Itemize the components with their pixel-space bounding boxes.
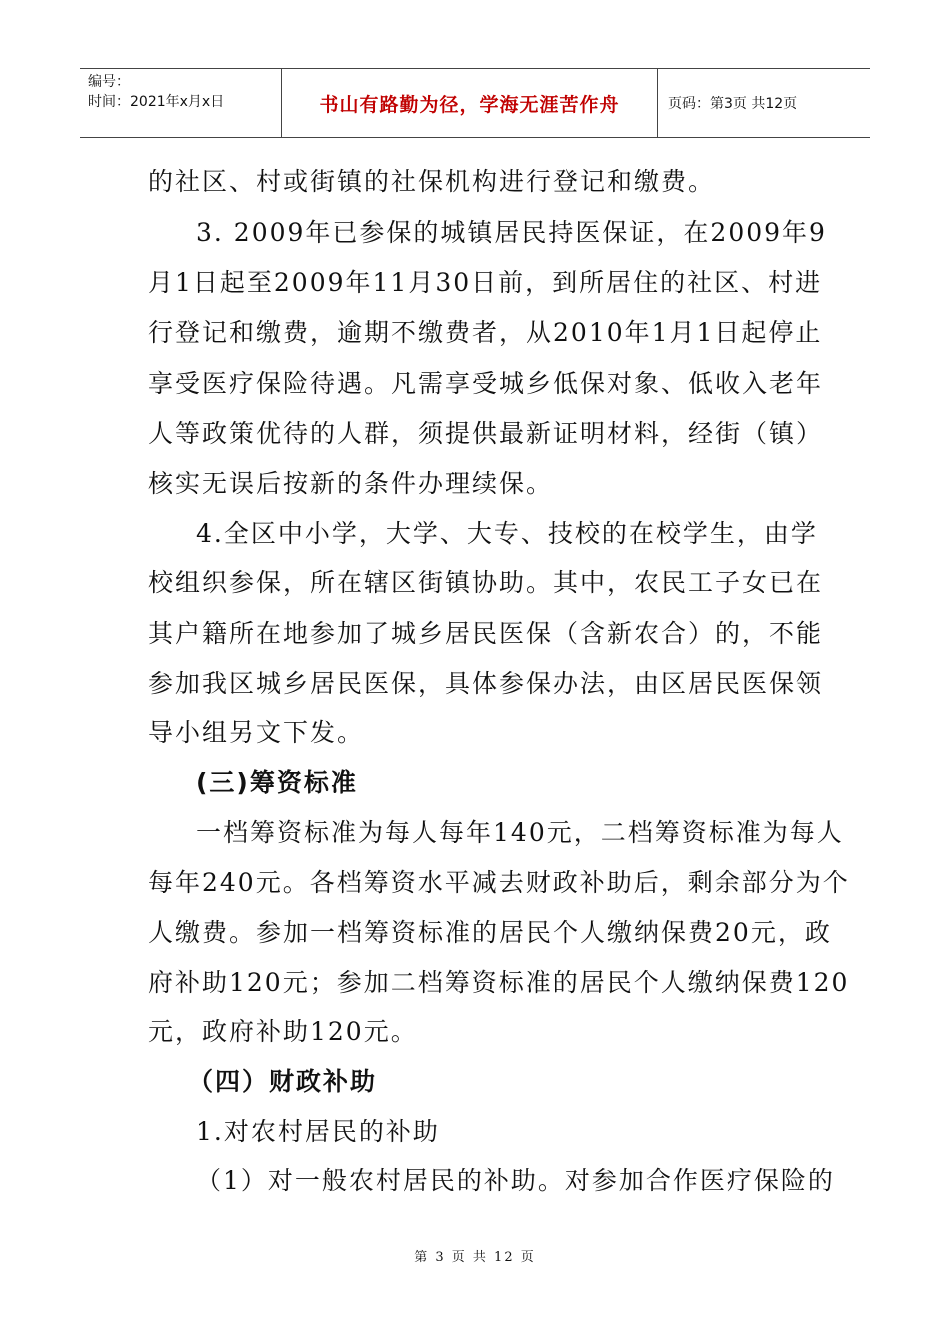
body-line: 3. 2009年已参保的城镇居民持医保证，在2009年9	[196, 218, 827, 247]
body-line: 元，政府补助120元。	[148, 1017, 418, 1046]
header-page-info: 页码：第3页 共12页	[668, 96, 798, 112]
body-line: 府补助120元；参加二档筹资标准的居民个人缴纳保费120	[148, 968, 850, 997]
body-line: 参加我区城乡居民医保，具体参保办法，由区居民医保领	[148, 669, 824, 698]
page-header	[80, 68, 870, 138]
section-heading: (三)筹资标准	[196, 768, 358, 797]
section-heading: （四）财政补助	[188, 1067, 378, 1096]
body-line: 行登记和缴费，逾期不缴费者，从2010年1月1日起停止	[148, 318, 823, 347]
header-meta	[80, 69, 282, 137]
body-line: 享受医疗保险待遇。凡需享受城乡低保对象、低收入老年	[148, 369, 824, 398]
body-line: 人缴费。参加一档筹资标准的居民个人缴纳保费20元，政	[148, 918, 832, 947]
time-label: 时间：2021年x月x日	[88, 94, 225, 110]
body-line: 每年240元。各档筹资水平减去财政补助后，剩余部分为个	[148, 868, 850, 897]
body-line: 的社区、村或街镇的社保机构进行登记和缴费。	[148, 167, 716, 196]
header-page-cell	[658, 69, 870, 137]
body-line: 其户籍所在地参加了城乡居民医保（含新农合）的，不能	[148, 619, 824, 648]
page-footer: 第 3 页 共 12 页	[414, 1250, 536, 1265]
body-line: 1.对农村居民的补助	[196, 1117, 440, 1146]
header-motto: 书山有路勤为径，学海无涯苦作舟	[319, 93, 620, 116]
body-line: 月1日起至2009年11月30日前，到所居住的社区、村进	[148, 268, 823, 297]
body-line: 人等政策优待的人群，须提供最新证明材料，经街（镇）	[148, 419, 824, 448]
body-line: 核实无误后按新的条件办理续保。	[148, 469, 554, 498]
body-line: 4.全区中小学，大学、大专、技校的在校学生，由学	[196, 519, 818, 548]
body-line: （1）对一般农村居民的补助。对参加合作医疗保险的	[196, 1166, 835, 1195]
body-line: 校组织参保，所在辖区街镇协助。其中，农民工子女已在	[148, 568, 824, 597]
body-line: 导小组另文下发。	[148, 718, 365, 747]
header-motto-cell	[282, 69, 658, 137]
body-line: 一档筹资标准为每人每年140元，二档筹资标准为每人	[196, 818, 844, 847]
code-label: 编号：	[88, 74, 130, 90]
